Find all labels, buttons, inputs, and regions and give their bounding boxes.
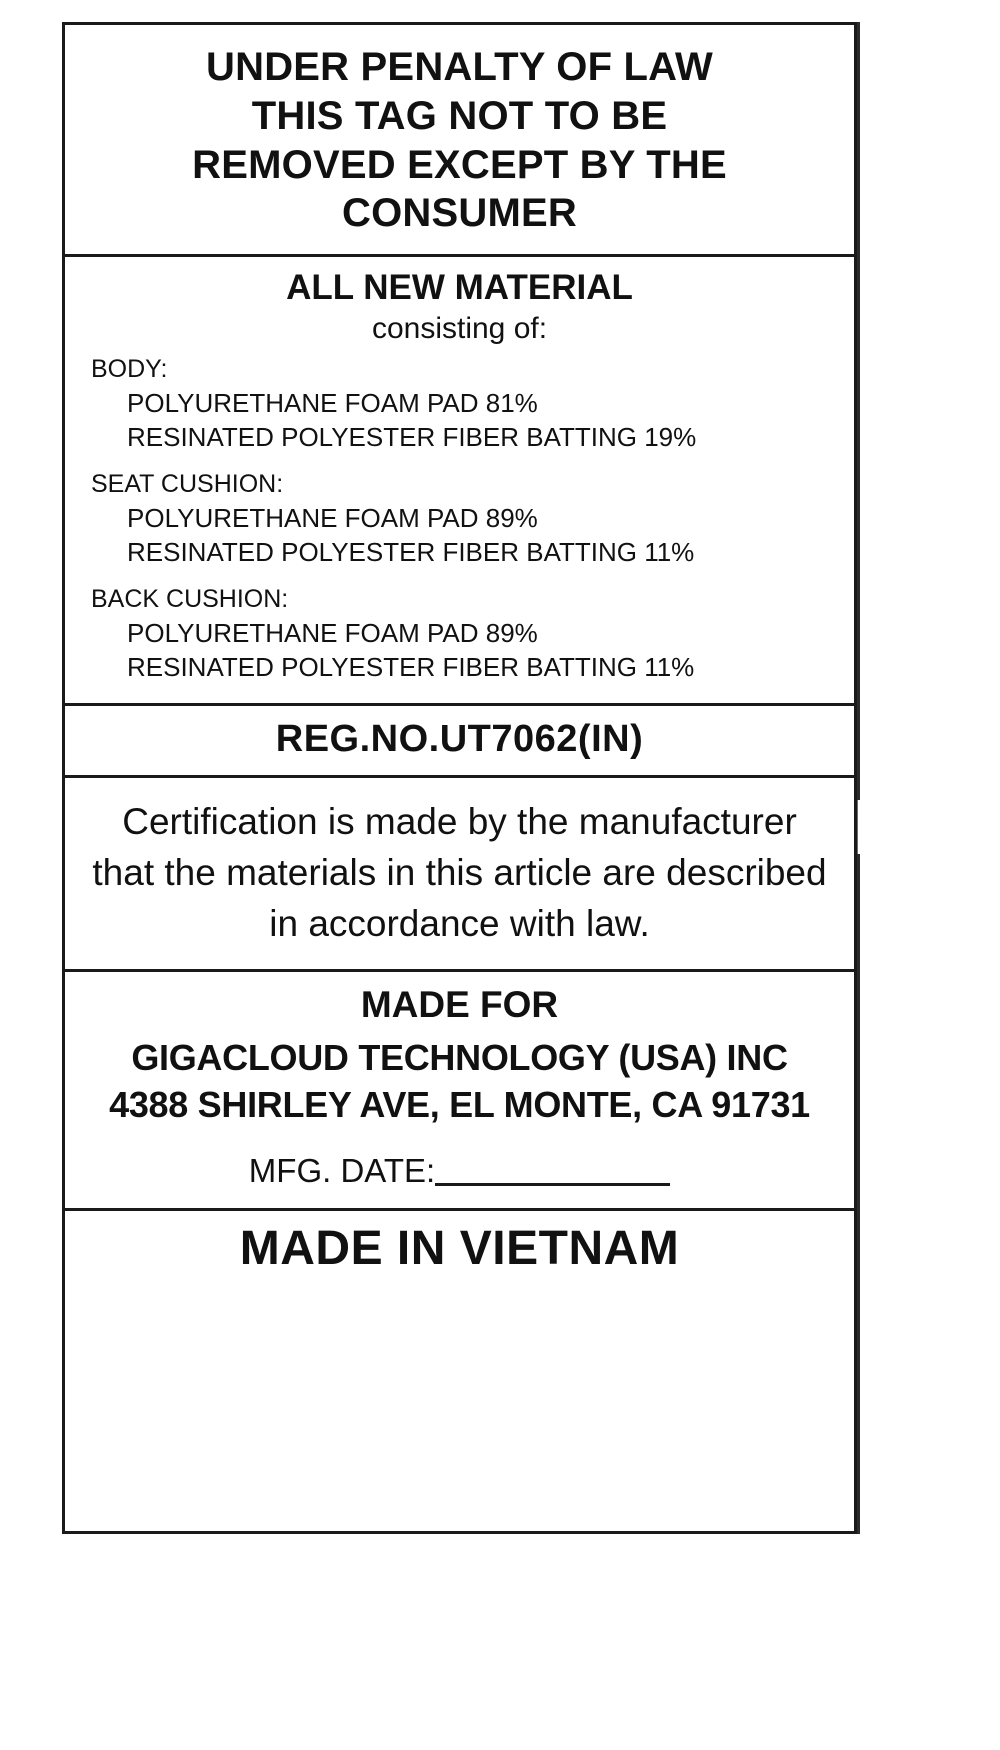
materials-group-heading: BODY: — [91, 355, 168, 384]
materials-group — [79, 353, 840, 454]
materials-group-heading: SEAT CUSHION: — [91, 470, 284, 499]
made-for-section — [65, 972, 854, 1211]
penalty-notice-line: UNDER PENALTY OF LAW — [206, 45, 713, 89]
penalty-notice-line: THIS TAG NOT TO BE — [251, 93, 668, 138]
penalty-notice-section — [65, 25, 854, 257]
mfg-date-row — [75, 1152, 844, 1190]
certification-line: that the materials in this article are described — [92, 851, 827, 893]
registration-section — [65, 706, 854, 778]
materials-group-item: POLYURETHANE FOAM PAD 89% — [127, 502, 538, 533]
certification-line: Certification is made by the manufacturer — [122, 800, 797, 842]
materials-group-item: POLYURETHANE FOAM PAD 81% — [127, 387, 538, 418]
materials-group-heading: BACK CUSHION: — [91, 585, 289, 614]
materials-title: ALL NEW MATERIAL — [286, 268, 633, 308]
origin-section — [65, 1211, 854, 1288]
certification-line: in accordance with law. — [269, 902, 650, 944]
company-address: 4388 SHIRLEY AVE, EL MONTE, CA 91731 — [109, 1083, 810, 1125]
registration-number: REG.NO.UT7062(IN) — [275, 717, 644, 760]
materials-section — [65, 257, 854, 705]
made-for-title: MADE FOR — [360, 983, 559, 1025]
materials-group-item: RESINATED POLYESTER FIBER BATTING 19% — [127, 422, 697, 452]
penalty-notice-line: REMOVED EXCEPT BY THE — [192, 142, 727, 187]
company-name: GIGACLOUD TECHNOLOGY (USA) INC — [131, 1036, 788, 1078]
materials-group-item: RESINATED POLYESTER FIBER BATTING 11% — [127, 652, 695, 683]
label-edge-notch — [856, 800, 868, 854]
materials-subtitle: consisting of: — [371, 312, 548, 346]
materials-group — [79, 468, 840, 569]
law-label-tag — [62, 22, 857, 1534]
materials-group-item: POLYURETHANE FOAM PAD 89% — [127, 617, 538, 648]
mfg-date-label: MFG. DATE: — [248, 1152, 436, 1190]
country-of-origin: MADE IN VIETNAM — [239, 1222, 680, 1276]
materials-group — [79, 583, 840, 684]
penalty-notice-line: CONSUMER — [342, 191, 577, 236]
certification-section — [65, 778, 854, 972]
label-right-edge — [857, 22, 860, 1534]
mfg-date-blank — [435, 1157, 670, 1186]
materials-group-item: RESINATED POLYESTER FIBER BATTING 11% — [127, 537, 695, 568]
